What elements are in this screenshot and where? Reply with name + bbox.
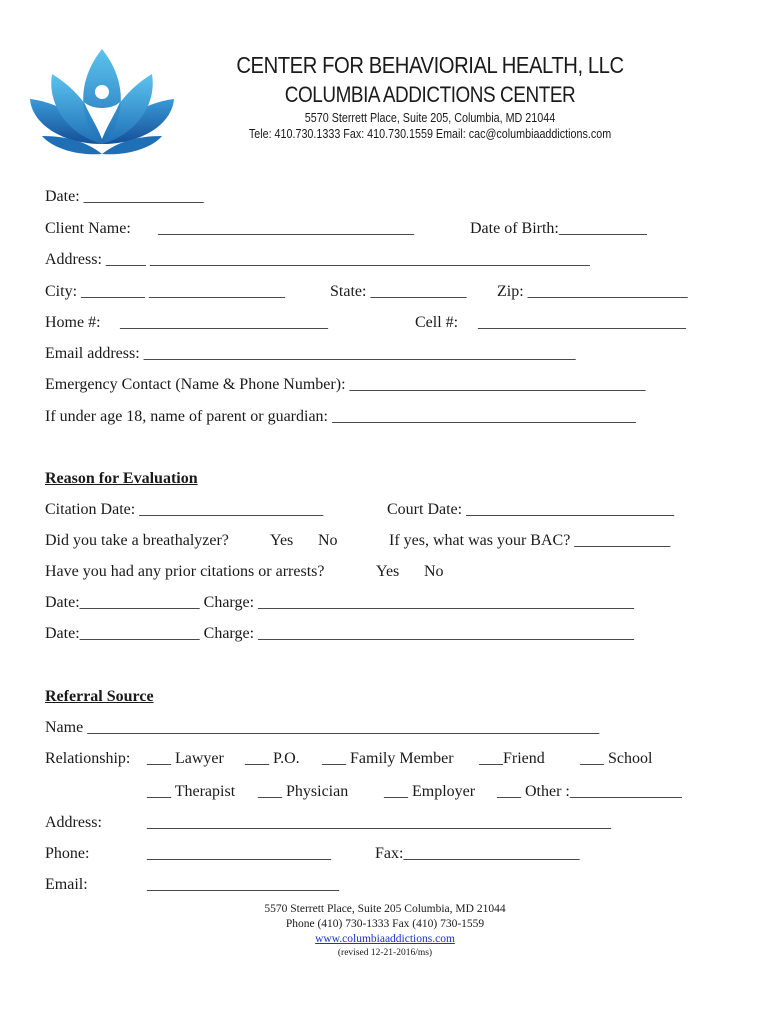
referral-email-label: Email:: [45, 876, 88, 893]
referral-address-field[interactable]: __________________________________________________________: [147, 814, 611, 831]
prior-charge-row-2[interactable]: Date:_______________ Charge: _______________________________________________: [45, 625, 635, 642]
bac-field[interactable]: If yes, what was your BAC? ____________: [389, 532, 671, 549]
center-name: COLUMBIA ADDICTIONS CENTER: [284, 82, 576, 107]
prior-charge-row-1[interactable]: Date:_______________ Charge: _______________________________________________: [45, 594, 635, 611]
breathalyzer-question: Did you take a breathalyzer?: [45, 532, 229, 549]
referral-phone-label: Phone:: [45, 845, 90, 862]
client-name-field[interactable]: ________________________________: [158, 220, 414, 237]
header-address: 5570 Sterrett Place, Suite 205, Columbia, MD 21044: [304, 111, 556, 125]
date-field[interactable]: Date: _______________: [45, 188, 204, 205]
cell-phone-field[interactable]: __________________________: [478, 314, 686, 331]
footer-phone: Phone (410) 730-1333 Fax (410) 730-1559: [285, 918, 485, 930]
address-field[interactable]: Address: _____ _______________________________________________________: [45, 251, 590, 268]
footer-address: 5570 Sterrett Place, Suite 205 Columbia, MD 21044: [264, 903, 506, 915]
breathalyzer-yes-option[interactable]: Yes: [270, 532, 294, 549]
relationship-physician-option[interactable]: ___ Physician: [258, 783, 349, 800]
dob-field[interactable]: Date of Birth:___________: [470, 220, 647, 237]
lotus-logo-icon: [22, 44, 202, 174]
relationship-therapist-option[interactable]: ___ Therapist: [147, 783, 236, 800]
email-field[interactable]: Email address: ______________________________________________________: [45, 345, 576, 362]
revision-note: (revised 12-21-2016/ms): [337, 948, 433, 958]
guardian-field[interactable]: If under age 18, name of parent or guardian: ______________________________________: [45, 408, 636, 425]
relationship-family-option[interactable]: ___ Family Member: [322, 750, 454, 767]
relationship-school-option[interactable]: ___ School: [580, 750, 653, 767]
emergency-contact-field[interactable]: Emergency Contact (Name & Phone Number): _____________________________________: [45, 376, 646, 393]
relationship-employer-option[interactable]: ___ Employer: [384, 783, 476, 800]
org-name: CENTER FOR BEHAVIORIAL HEALTH, LLC: [236, 52, 624, 78]
referral-phone-field[interactable]: _______________________: [147, 845, 331, 862]
relationship-other-field[interactable]: ___ Other :______________: [497, 783, 682, 800]
court-date-field[interactable]: Court Date: __________________________: [387, 501, 675, 518]
relationship-lawyer-option[interactable]: ___ Lawyer: [147, 750, 224, 767]
citation-date-field[interactable]: Citation Date: _______________________: [45, 501, 324, 518]
zip-field[interactable]: Zip: ____________________: [497, 283, 688, 300]
state-field[interactable]: State: ____________: [330, 283, 467, 300]
referral-fax-field[interactable]: Fax:______________________: [375, 845, 580, 862]
referral-email-field[interactable]: ________________________: [147, 876, 339, 893]
referral-heading: Referral Source: [45, 688, 154, 705]
city-field[interactable]: City: ________ _________________: [45, 283, 286, 300]
prior-yes-option[interactable]: Yes: [376, 563, 400, 580]
home-phone-field[interactable]: __________________________: [120, 314, 328, 331]
referral-name-field[interactable]: Name ________________________________________________________________: [45, 719, 600, 736]
breathalyzer-no-option[interactable]: No: [318, 532, 338, 549]
relationship-friend-option[interactable]: ___Friend: [479, 750, 545, 767]
relationship-label: Relationship:: [45, 750, 131, 767]
header-contact: Tele: 410.730.1333 Fax: 410.730.1559 Email: cac@columbiaaddictions.com: [248, 127, 612, 141]
prior-citations-question: Have you had any prior citations or arrests?: [45, 563, 325, 580]
relationship-po-option[interactable]: ___ P.O.: [245, 750, 300, 767]
prior-no-option[interactable]: No: [424, 563, 444, 580]
evaluation-heading: Reason for Evaluation: [45, 470, 198, 487]
footer-website-row: [185, 933, 585, 945]
referral-address-label: Address:: [45, 814, 102, 831]
website-link[interactable]: www.columbiaaddictions.com: [315, 933, 455, 945]
client-name-label: Client Name:: [45, 220, 131, 237]
cell-phone-label: Cell #:: [415, 314, 459, 331]
home-phone-label: Home #:: [45, 314, 101, 331]
